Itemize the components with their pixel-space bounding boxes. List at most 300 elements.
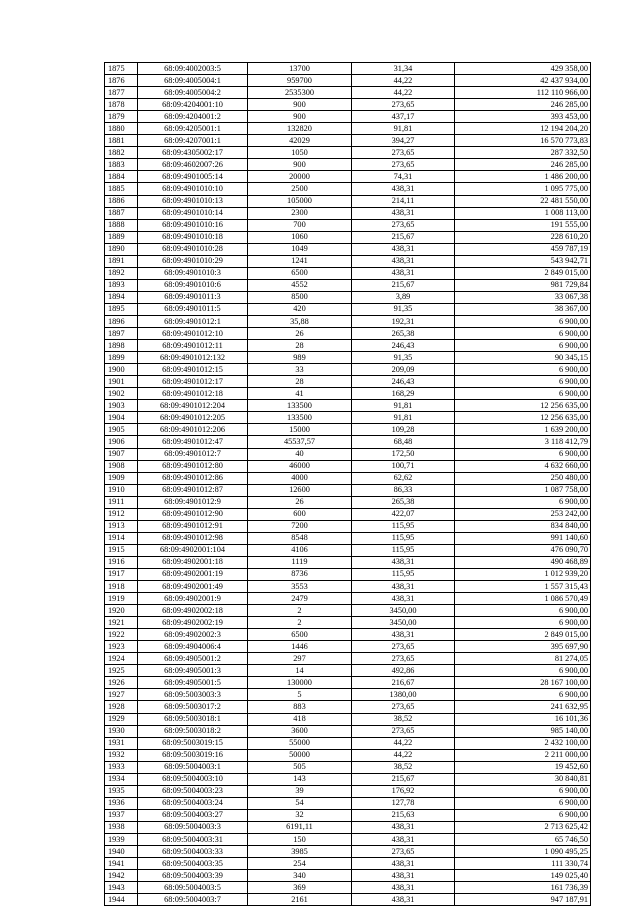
specific-value-cell: 192,31 <box>352 315 455 327</box>
cadastral-value-cell: 12 256 635,00 <box>455 400 591 412</box>
cadastral-value-cell: 161 736,39 <box>455 882 591 894</box>
row-number-cell: 1887 <box>105 207 138 219</box>
area-cell: 105000 <box>248 195 352 207</box>
row-number-cell: 1880 <box>105 123 138 135</box>
row-number-cell: 1943 <box>105 882 138 894</box>
table-row <box>105 797 591 809</box>
specific-value-cell: 38,52 <box>352 761 455 773</box>
row-number-cell: 1877 <box>105 87 138 99</box>
row-number-cell: 1925 <box>105 665 138 677</box>
cadastral-number-cell: 68:09:5003019:16 <box>138 749 248 761</box>
row-number-cell: 1936 <box>105 797 138 809</box>
cadastral-value-cell: 1 090 495,25 <box>455 846 591 858</box>
row-number-cell: 1894 <box>105 291 138 303</box>
cadastral-value-cell: 1 086 570,49 <box>455 593 591 605</box>
cadastral-number-cell: 68:09:4002003:5 <box>138 63 248 75</box>
cadastral-value-cell: 33 067,38 <box>455 291 591 303</box>
table-row <box>105 858 591 870</box>
specific-value-cell: 91,81 <box>352 123 455 135</box>
table-row <box>105 568 591 580</box>
specific-value-cell: 3450,00 <box>352 605 455 617</box>
table-row <box>105 556 591 568</box>
specific-value-cell: 273,65 <box>352 701 455 713</box>
cadastral-number-cell: 68:09:4902002:19 <box>138 617 248 629</box>
specific-value-cell: 44,22 <box>352 749 455 761</box>
cadastral-number-cell: 68:09:4901012:90 <box>138 508 248 520</box>
specific-value-cell: 438,31 <box>352 556 455 568</box>
cadastral-number-cell: 68:09:4901012:204 <box>138 400 248 412</box>
table-row <box>105 219 591 231</box>
cadastral-number-cell: 68:09:4902001:49 <box>138 581 248 593</box>
cadastral-number-cell: 68:09:4901012:87 <box>138 484 248 496</box>
cadastral-number-cell: 68:09:4901010:14 <box>138 207 248 219</box>
table-row <box>105 87 591 99</box>
cadastral-value-cell: 228 610,20 <box>455 231 591 243</box>
table-row <box>105 629 591 641</box>
cadastral-value-cell: 6 900,00 <box>455 665 591 677</box>
cadastral-value-cell: 6 900,00 <box>455 364 591 376</box>
cadastral-number-cell: 68:09:5004003:1 <box>138 761 248 773</box>
table-row <box>105 207 591 219</box>
specific-value-cell: 438,31 <box>352 183 455 195</box>
row-number-cell: 1928 <box>105 701 138 713</box>
specific-value-cell: 168,29 <box>352 388 455 400</box>
area-cell: 1050 <box>248 147 352 159</box>
table-row <box>105 63 591 75</box>
row-number-cell: 1935 <box>105 785 138 797</box>
area-cell: 2161 <box>248 894 352 906</box>
cadastral-number-cell: 68:09:4305002:17 <box>138 147 248 159</box>
cadastral-number-cell: 68:09:4901012:206 <box>138 424 248 436</box>
cadastral-value-cell: 985 140,00 <box>455 725 591 737</box>
table-row <box>105 665 591 677</box>
row-number-cell: 1918 <box>105 581 138 593</box>
cadastral-value-cell: 81 274,05 <box>455 653 591 665</box>
row-number-cell: 1923 <box>105 641 138 653</box>
cadastral-number-cell: 68:09:4905001:5 <box>138 677 248 689</box>
cadastral-number-cell: 68:09:4904006:4 <box>138 641 248 653</box>
table-row <box>105 641 591 653</box>
area-cell: 3553 <box>248 581 352 593</box>
area-cell: 883 <box>248 701 352 713</box>
cadastral-value-cell: 253 242,00 <box>455 508 591 520</box>
table-row <box>105 315 591 327</box>
row-number-cell: 1908 <box>105 460 138 472</box>
row-number-cell: 1885 <box>105 183 138 195</box>
cadastral-number-cell: 68:09:4901011:3 <box>138 291 248 303</box>
table-row <box>105 388 591 400</box>
cadastral-value-cell: 6 900,00 <box>455 328 591 340</box>
cadastral-number-cell: 68:09:4204001:10 <box>138 99 248 111</box>
table-row <box>105 111 591 123</box>
row-number-cell: 1898 <box>105 340 138 352</box>
cadastral-value-cell: 6 900,00 <box>455 797 591 809</box>
area-cell: 4000 <box>248 472 352 484</box>
cadastral-value-cell: 28 167 100,00 <box>455 677 591 689</box>
cadastral-number-cell: 68:09:4901010:18 <box>138 231 248 243</box>
cadastral-value-cell: 6 900,00 <box>455 448 591 460</box>
area-cell: 900 <box>248 159 352 171</box>
area-cell: 4552 <box>248 279 352 291</box>
cadastral-number-cell: 68:09:5004003:35 <box>138 858 248 870</box>
cadastral-value-cell: 2 849 015,00 <box>455 267 591 279</box>
cadastral-value-cell: 981 729,84 <box>455 279 591 291</box>
row-number-cell: 1891 <box>105 255 138 267</box>
area-cell: 340 <box>248 870 352 882</box>
cadastral-value-cell: 112 110 966,00 <box>455 87 591 99</box>
table-row <box>105 617 591 629</box>
row-number-cell: 1900 <box>105 364 138 376</box>
table-row <box>105 279 591 291</box>
table-row <box>105 123 591 135</box>
cadastral-value-cell: 12 256 635,00 <box>455 412 591 424</box>
specific-value-cell: 44,22 <box>352 75 455 87</box>
cadastral-number-cell: 68:09:4901012:9 <box>138 496 248 508</box>
area-cell: 420 <box>248 303 352 315</box>
specific-value-cell: 1380,00 <box>352 689 455 701</box>
specific-value-cell: 91,35 <box>352 352 455 364</box>
specific-value-cell: 438,31 <box>352 882 455 894</box>
cadastral-number-cell: 68:09:4902002:18 <box>138 605 248 617</box>
table-row <box>105 340 591 352</box>
cadastral-number-cell: 68:09:4204001:2 <box>138 111 248 123</box>
area-cell: 130000 <box>248 677 352 689</box>
specific-value-cell: 437,17 <box>352 111 455 123</box>
specific-value-cell: 438,31 <box>352 894 455 906</box>
area-cell: 900 <box>248 99 352 111</box>
table-row <box>105 785 591 797</box>
cadastral-value-cell: 42 437 934,00 <box>455 75 591 87</box>
specific-value-cell: 438,31 <box>352 870 455 882</box>
area-cell: 505 <box>248 761 352 773</box>
table-row <box>105 737 591 749</box>
specific-value-cell: 176,92 <box>352 785 455 797</box>
table-row <box>105 231 591 243</box>
row-number-cell: 1907 <box>105 448 138 460</box>
specific-value-cell: 215,63 <box>352 809 455 821</box>
area-cell: 8548 <box>248 532 352 544</box>
area-cell: 42029 <box>248 135 352 147</box>
area-cell: 35,88 <box>248 315 352 327</box>
row-number-cell: 1892 <box>105 267 138 279</box>
row-number-cell: 1884 <box>105 171 138 183</box>
row-number-cell: 1932 <box>105 749 138 761</box>
specific-value-cell: 265,38 <box>352 328 455 340</box>
table-row <box>105 749 591 761</box>
row-number-cell: 1903 <box>105 400 138 412</box>
table-row <box>105 713 591 725</box>
area-cell: 12600 <box>248 484 352 496</box>
specific-value-cell: 91,81 <box>352 412 455 424</box>
cadastral-number-cell: 68:09:5004003:3 <box>138 821 248 833</box>
specific-value-cell: 438,31 <box>352 629 455 641</box>
row-number-cell: 1916 <box>105 556 138 568</box>
row-number-cell: 1883 <box>105 159 138 171</box>
cadastral-value-cell: 395 697,90 <box>455 641 591 653</box>
area-cell: 50000 <box>248 749 352 761</box>
cadastral-value-cell: 19 452,60 <box>455 761 591 773</box>
row-number-cell: 1933 <box>105 761 138 773</box>
row-number-cell: 1882 <box>105 147 138 159</box>
table-row <box>105 809 591 821</box>
cadastral-number-cell: 68:09:4901010:3 <box>138 267 248 279</box>
cadastral-value-cell: 246 285,00 <box>455 159 591 171</box>
specific-value-cell: 273,65 <box>352 99 455 111</box>
cadastral-number-cell: 68:09:4901010:29 <box>138 255 248 267</box>
area-cell: 45537,57 <box>248 436 352 448</box>
cadastral-value-cell: 459 787,19 <box>455 243 591 255</box>
row-number-cell: 1926 <box>105 677 138 689</box>
specific-value-cell: 38,52 <box>352 713 455 725</box>
cadastral-value-cell: 12 194 204,20 <box>455 123 591 135</box>
row-number-cell: 1944 <box>105 894 138 906</box>
table-row <box>105 147 591 159</box>
row-number-cell: 1909 <box>105 472 138 484</box>
cadastral-value-cell: 6 900,00 <box>455 388 591 400</box>
row-number-cell: 1911 <box>105 496 138 508</box>
cadastral-number-cell: 68:09:4901012:18 <box>138 388 248 400</box>
table-row <box>105 761 591 773</box>
cadastral-number-cell: 68:09:4901010:13 <box>138 195 248 207</box>
area-cell: 46000 <box>248 460 352 472</box>
cadastral-value-cell: 30 840,81 <box>455 773 591 785</box>
row-number-cell: 1902 <box>105 388 138 400</box>
area-cell: 6191,11 <box>248 821 352 833</box>
cadastral-value-cell: 3 118 412,79 <box>455 436 591 448</box>
cadastral-number-cell: 68:09:4901010:10 <box>138 183 248 195</box>
cadastral-number-cell: 68:09:4901012:98 <box>138 532 248 544</box>
area-cell: 1119 <box>248 556 352 568</box>
specific-value-cell: 44,22 <box>352 87 455 99</box>
cadastral-value-cell: 2 211 000,00 <box>455 749 591 761</box>
row-number-cell: 1930 <box>105 725 138 737</box>
area-cell: 15000 <box>248 424 352 436</box>
table-row <box>105 303 591 315</box>
area-cell: 1049 <box>248 243 352 255</box>
row-number-cell: 1906 <box>105 436 138 448</box>
area-cell: 418 <box>248 713 352 725</box>
cadastral-number-cell: 68:09:4005004:2 <box>138 87 248 99</box>
specific-value-cell: 246,43 <box>352 376 455 388</box>
specific-value-cell: 438,31 <box>352 593 455 605</box>
table-row <box>105 243 591 255</box>
cadastral-number-cell: 68:09:5003018:1 <box>138 713 248 725</box>
table-row <box>105 689 591 701</box>
row-number-cell: 1914 <box>105 532 138 544</box>
cadastral-value-cell: 1 012 939,20 <box>455 568 591 580</box>
row-number-cell: 1899 <box>105 352 138 364</box>
cadastral-number-cell: 68:09:5004003:27 <box>138 809 248 821</box>
table-row <box>105 171 591 183</box>
table-row <box>105 99 591 111</box>
area-cell: 369 <box>248 882 352 894</box>
row-number-cell: 1879 <box>105 111 138 123</box>
cadastral-value-cell: 6 900,00 <box>455 605 591 617</box>
specific-value-cell: 422,07 <box>352 508 455 520</box>
cadastral-value-cell: 65 746,50 <box>455 834 591 846</box>
table-row <box>105 460 591 472</box>
row-number-cell: 1934 <box>105 773 138 785</box>
cadastral-number-cell: 68:09:4902001:104 <box>138 544 248 556</box>
area-cell: 900 <box>248 111 352 123</box>
area-cell: 2535300 <box>248 87 352 99</box>
cadastral-number-cell: 68:09:5004003:24 <box>138 797 248 809</box>
table-row <box>105 677 591 689</box>
area-cell: 55000 <box>248 737 352 749</box>
area-cell: 1241 <box>248 255 352 267</box>
table-row <box>105 773 591 785</box>
table-row <box>105 882 591 894</box>
area-cell: 54 <box>248 797 352 809</box>
area-cell: 297 <box>248 653 352 665</box>
cadastral-number-cell: 68:09:4901011:5 <box>138 303 248 315</box>
area-cell: 14 <box>248 665 352 677</box>
table-row <box>105 412 591 424</box>
table-row <box>105 508 591 520</box>
specific-value-cell: 215,67 <box>352 773 455 785</box>
specific-value-cell: 273,65 <box>352 725 455 737</box>
cadastral-value-cell: 490 468,89 <box>455 556 591 568</box>
cadastral-value-cell: 111 330,74 <box>455 858 591 870</box>
specific-value-cell: 115,95 <box>352 520 455 532</box>
table-row <box>105 520 591 532</box>
cadastral-number-cell: 68:09:5004003:10 <box>138 773 248 785</box>
row-number-cell: 1922 <box>105 629 138 641</box>
row-number-cell: 1931 <box>105 737 138 749</box>
specific-value-cell: 91,81 <box>352 400 455 412</box>
cadastral-number-cell: 68:09:4902001:9 <box>138 593 248 605</box>
area-cell: 2 <box>248 605 352 617</box>
cadastral-value-cell: 6 900,00 <box>455 340 591 352</box>
area-cell: 133500 <box>248 400 352 412</box>
cadastral-value-cell: 2 849 015,00 <box>455 629 591 641</box>
cadastral-number-cell: 68:09:4901012:17 <box>138 376 248 388</box>
specific-value-cell: 438,31 <box>352 834 455 846</box>
table-body <box>105 63 591 906</box>
cadastral-value-cell: 6 900,00 <box>455 496 591 508</box>
area-cell: 13700 <box>248 63 352 75</box>
table-row <box>105 183 591 195</box>
row-number-cell: 1921 <box>105 617 138 629</box>
table-row <box>105 653 591 665</box>
area-cell: 1060 <box>248 231 352 243</box>
area-cell: 2479 <box>248 593 352 605</box>
specific-value-cell: 216,67 <box>352 677 455 689</box>
cadastral-number-cell: 68:09:4901012:15 <box>138 364 248 376</box>
row-number-cell: 1876 <box>105 75 138 87</box>
specific-value-cell: 100,71 <box>352 460 455 472</box>
specific-value-cell: 91,35 <box>352 303 455 315</box>
cadastral-value-cell: 1 087 758,00 <box>455 484 591 496</box>
area-cell: 28 <box>248 340 352 352</box>
area-cell: 8736 <box>248 568 352 580</box>
table-row <box>105 593 591 605</box>
cadastral-value-cell: 6 900,00 <box>455 376 591 388</box>
cadastral-value-cell: 6 900,00 <box>455 809 591 821</box>
row-number-cell: 1905 <box>105 424 138 436</box>
table-row <box>105 544 591 556</box>
row-number-cell: 1893 <box>105 279 138 291</box>
cadastral-value-cell: 947 187,91 <box>455 894 591 906</box>
area-cell: 20000 <box>248 171 352 183</box>
cadastral-number-cell: 68:09:5003017:2 <box>138 701 248 713</box>
cadastral-value-table <box>104 62 591 906</box>
cadastral-number-cell: 68:09:4901010:28 <box>138 243 248 255</box>
cadastral-value-cell: 1 639 200,00 <box>455 424 591 436</box>
row-number-cell: 1939 <box>105 834 138 846</box>
row-number-cell: 1895 <box>105 303 138 315</box>
specific-value-cell: 62,62 <box>352 472 455 484</box>
area-cell: 7200 <box>248 520 352 532</box>
row-number-cell: 1919 <box>105 593 138 605</box>
table-row <box>105 894 591 906</box>
cadastral-value-cell: 6 900,00 <box>455 315 591 327</box>
row-number-cell: 1886 <box>105 195 138 207</box>
cadastral-number-cell: 68:09:4901010:16 <box>138 219 248 231</box>
cadastral-number-cell: 68:09:5004003:23 <box>138 785 248 797</box>
cadastral-value-cell: 1 095 775,00 <box>455 183 591 195</box>
area-cell: 133500 <box>248 412 352 424</box>
row-number-cell: 1875 <box>105 63 138 75</box>
specific-value-cell: 68,48 <box>352 436 455 448</box>
table-row <box>105 496 591 508</box>
cadastral-number-cell: 68:09:4901012:80 <box>138 460 248 472</box>
row-number-cell: 1920 <box>105 605 138 617</box>
area-cell: 1446 <box>248 641 352 653</box>
cadastral-number-cell: 68:09:4901012:1 <box>138 315 248 327</box>
cadastral-value-cell: 4 632 660,00 <box>455 460 591 472</box>
cadastral-value-cell: 6 900,00 <box>455 689 591 701</box>
specific-value-cell: 215,67 <box>352 231 455 243</box>
cadastral-value-cell: 250 480,00 <box>455 472 591 484</box>
specific-value-cell: 115,95 <box>352 544 455 556</box>
table-row <box>105 352 591 364</box>
specific-value-cell: 438,31 <box>352 858 455 870</box>
cadastral-number-cell: 68:09:5003018:2 <box>138 725 248 737</box>
area-cell: 6500 <box>248 267 352 279</box>
cadastral-number-cell: 68:09:4005004:1 <box>138 75 248 87</box>
area-cell: 150 <box>248 834 352 846</box>
specific-value-cell: 115,95 <box>352 532 455 544</box>
cadastral-number-cell: 68:09:4901012:132 <box>138 352 248 364</box>
cadastral-value-cell: 1 557 315,43 <box>455 581 591 593</box>
area-cell: 989 <box>248 352 352 364</box>
specific-value-cell: 492,86 <box>352 665 455 677</box>
specific-value-cell: 273,65 <box>352 846 455 858</box>
cadastral-number-cell: 68:09:4901012:10 <box>138 328 248 340</box>
row-number-cell: 1938 <box>105 821 138 833</box>
row-number-cell: 1912 <box>105 508 138 520</box>
cadastral-number-cell: 68:09:5004003:39 <box>138 870 248 882</box>
specific-value-cell: 214,11 <box>352 195 455 207</box>
cadastral-number-cell: 68:09:4901012:205 <box>138 412 248 424</box>
cadastral-value-cell: 543 942,71 <box>455 255 591 267</box>
cadastral-value-cell: 2 432 100,00 <box>455 737 591 749</box>
area-cell: 32 <box>248 809 352 821</box>
area-cell: 132820 <box>248 123 352 135</box>
row-number-cell: 1881 <box>105 135 138 147</box>
row-number-cell: 1910 <box>105 484 138 496</box>
specific-value-cell: 172,50 <box>352 448 455 460</box>
specific-value-cell: 246,43 <box>352 340 455 352</box>
area-cell: 40 <box>248 448 352 460</box>
area-cell: 600 <box>248 508 352 520</box>
row-number-cell: 1897 <box>105 328 138 340</box>
area-cell: 3985 <box>248 846 352 858</box>
row-number-cell: 1942 <box>105 870 138 882</box>
cadastral-value-cell: 16 570 773,83 <box>455 135 591 147</box>
specific-value-cell: 438,31 <box>352 821 455 833</box>
